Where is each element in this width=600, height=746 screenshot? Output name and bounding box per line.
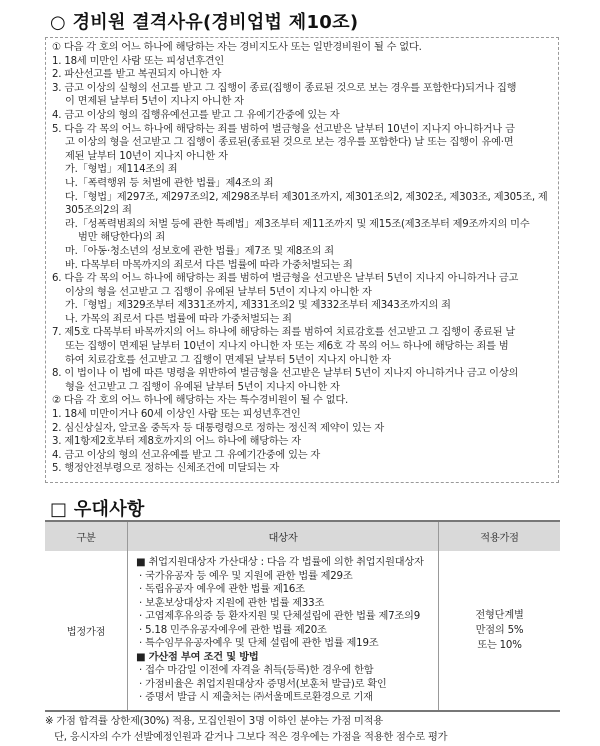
target-line: · 보훈보상대상자 지원에 관한 법률 제33조 (136, 597, 325, 609)
clause-line: 이 면제된 날부터 5년이 지나지 아니한 자 (65, 96, 244, 108)
clause-line: 하여 치료감호를 선고받고 그 집행이 면제된 날부터 5년이 지나지 아니한 자 (65, 354, 391, 366)
clause-line: 4. 금고 이상의 형의 집행유예선고를 받고 그 유예기간중에 있는 자 (52, 109, 340, 121)
clause-line: 7. 제5호 다목부터 바목까지의 어느 하나에 해당하는 죄를 범하여 치료감호를 선고받고 그 집행이 종료된 날 (52, 327, 516, 339)
disqualification-box (45, 37, 559, 483)
target-line: ■ 취업지원대상자 가산대상 : 다음 각 법률에 의한 취업지원대상자 (136, 557, 424, 568)
clause-line: 범만 해당한다)의 죄 (78, 232, 165, 244)
clause-line: 가.「형법」제329조부터 제331조까지, 제331조의2 및 제332조부터 제343조까지의 죄 (65, 300, 451, 312)
clause-line: 3. 제1항제2호부터 제8호까지의 어느 하나에 해당하는 자 (52, 436, 301, 448)
note-line: 단, 응시자의 수가 선발예정인원과 같거나 그보다 적은 경우에는 가점을 적용한 점수로 평가 (45, 732, 448, 743)
category-cell: 법정가점 (45, 551, 128, 711)
preferences-table (45, 520, 560, 712)
clause-line: 6. 다음 각 목의 어느 하나에 해당하는 죄를 범하여 벌금형을 선고받은 날부터 5년이 지나지 아니하거나 금고 (52, 273, 519, 285)
table-row (45, 551, 560, 711)
section-title-preferences: □ 우대사항 (50, 499, 145, 520)
clause-line: 가.「형법」제114조의 죄 (65, 164, 178, 176)
points-cell (439, 551, 561, 711)
clause-line: 5. 다음 각 목의 어느 하나에 해당하는 죄를 범하여 벌금형을 선고받은 날부터 10년이 지나지 아니하거나 금 (52, 123, 515, 135)
clause-line: 305조의2의 죄 (65, 205, 132, 217)
clause-line: 1. 18세 미만인 사람 또는 피성년후견인 (52, 55, 225, 67)
target-line: · 특수임무유공자예우 및 단체 설립에 관한 법률 제19조 (136, 638, 379, 649)
target-line: · 고엽제후유의증 등 환자지원 및 단체설립에 관한 법률 제7조의9 (136, 611, 420, 622)
target-line: · 증명서 발급 시 제출처는 ㈜서울메트로환경으로 기재 (136, 692, 373, 703)
points-line: 전형단계별 (475, 609, 524, 621)
clause-line: 라.「성폭력범죄의 처벌 등에 관한 특례법」제3조부터 제11조까지 및 제15조(제3조부터 제9조까지의 미수 (65, 218, 530, 230)
header-category: 구분 (45, 521, 128, 551)
clause-line: 형을 선고받고 그 집행이 유예된 날부터 5년이 지나지 아니한 자 (65, 381, 340, 393)
target-line: · 접수 마감일 이전에 자격을 취득(등록)한 경우에 한함 (136, 665, 374, 676)
target-line: · 독립유공자 예우에 관한 법률 제16조 (136, 584, 305, 595)
section-title-disqualification: ○ 경비원 결격사유(경비업법 제10조) (50, 12, 359, 33)
clause-line: ① 다음 각 호의 어느 하나에 해당하는 자는 경비지도사 또는 일반경비원이 될 수 없다. (52, 42, 422, 53)
clause-line: 또는 집행이 면제된 날부터 10년이 지나지 아니한 자 또는 제6호 각 목의 어느 하나에 해당하는 죄를 범 (65, 341, 509, 353)
clause-line: 마.「아동·청소년의 성보호에 관한 법률」제7조 및 제8조의 죄 (65, 245, 334, 257)
clause-line: 이상의 형을 선고받고 그 집행이 유예된 날부터 5년이 지나지 아니한 자 (65, 286, 372, 298)
clause-line: ② 다음 각 호의 어느 하나에 해당하는 자는 특수경비원이 될 수 없다. (52, 395, 349, 407)
target-line: · 5.18 민주유공자예우에 관한 법률 제20조 (136, 624, 327, 636)
target-line: ■ 가산점 부여 조건 및 방법 (136, 651, 259, 663)
header-target: 대상자 (128, 521, 439, 551)
points-line: 만점의 5% (475, 624, 524, 636)
clause-line: 나.「폭력행위 등 처벌에 관한 법률」제4조의 죄 (65, 177, 274, 189)
clause-line: 고 이상의 형을 선고받고 그 집행이 종료된(종료된 것으로 보는 경우를 포함한다) 날 또는 집행이 유예·면 (65, 137, 514, 149)
clause-line: 2. 파산선고를 받고 복권되지 아니한 자 (52, 69, 222, 81)
clause-line: 바. 다목부터 마목까지의 죄로서 다른 법률에 따라 가중처벌되는 죄 (65, 259, 353, 271)
notes (45, 714, 447, 746)
target-line: · 국가유공자 등 예우 및 지원에 관한 법률 제29조 (136, 570, 353, 582)
clause-line: 8. 이 법이나 이 법에 따른 명령을 위반하여 벌금형을 선고받은 날부터 5년이 지나지 아니하거나 금고 이상의 (52, 368, 519, 380)
header-points: 적용가점 (439, 521, 561, 551)
clause-line: 2. 심신상실자, 알코올 중독자 등 대통령령으로 정하는 정신적 제약이 있는 자 (52, 422, 384, 434)
points-line: 또는 10% (477, 639, 522, 651)
clause-line: 1. 18세 미만이거나 60세 이상인 사람 또는 피성년후견인 (52, 409, 301, 421)
clause-line: 나. 가목의 죄로서 다른 법률에 따라 가중처벌되는 죄 (65, 313, 292, 325)
target-cell (128, 551, 439, 711)
clause-line: 다.「형법」제297조, 제297조의2, 제298조부터 제301조까지, 제301조의2, 제302조, 제303조, 제305조, 제 (65, 191, 548, 203)
clause-line: 제된 날부터 10년이 지나지 아니한 자 (65, 150, 228, 162)
clause-line: 5. 행정안전부령으로 정하는 신체조건에 미달되는 자 (52, 463, 279, 475)
clause-line: 4. 금고 이상의 형의 선고유예를 받고 그 유예기간중에 있는 자 (52, 449, 321, 461)
note-line: ※ 가점 합격률 상한제(30%) 적용, 모집인원이 3명 이하인 분야는 가점 미적용 (45, 716, 383, 727)
clause-line: 3. 금고 이상의 실형의 선고를 받고 그 집행이 종료(집행이 종료된 것으로 보는 경우를 포함한다)되거나 집행 (52, 82, 517, 94)
target-line: · 가점비율은 취업지원대상자 증명서(보훈처 발급)로 확인 (136, 678, 387, 690)
